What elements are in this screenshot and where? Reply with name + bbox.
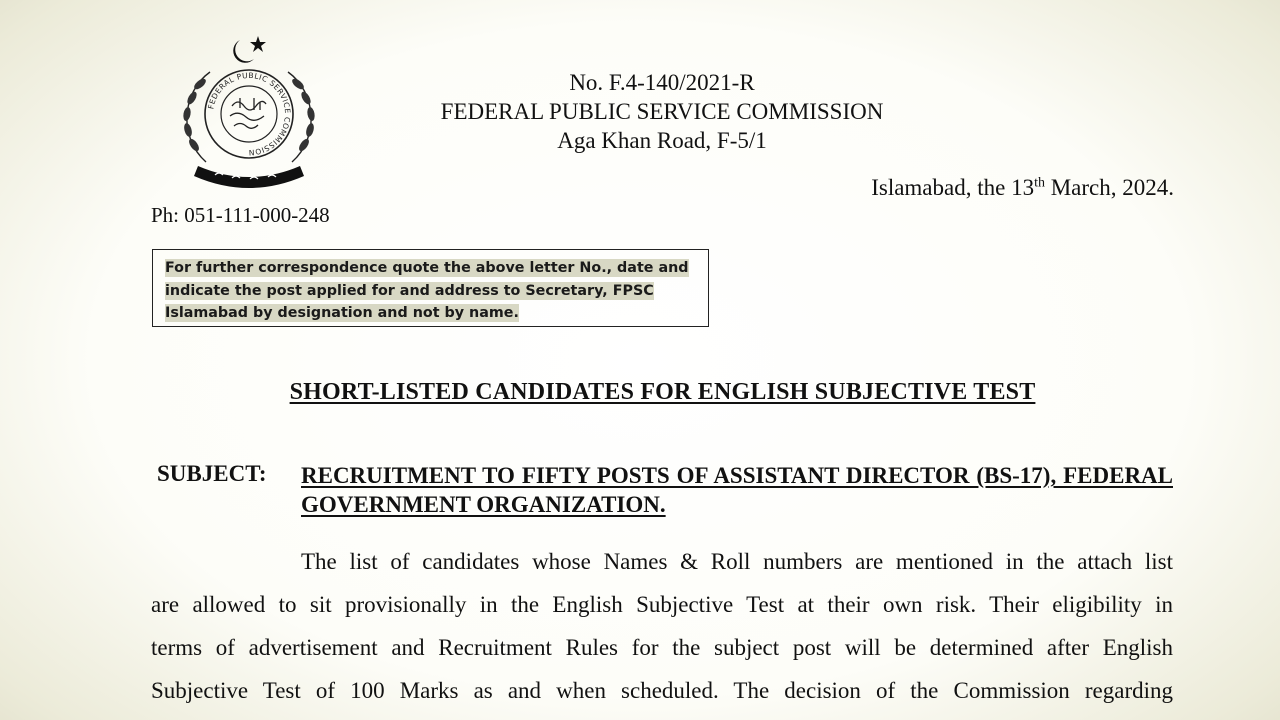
issue-date	[871, 175, 1174, 201]
body-line-1: The list of candidates whose Names & Roll numbers are mentioned in the attach list	[301, 549, 1173, 574]
phone-number: Ph: 051-111-000-248	[151, 203, 330, 227]
subject-text: RECRUITMENT TO FIFTY POSTS OF ASSISTANT DIRECTOR (BS-17), FEDERAL GOVERNMENT ORGANIZATION.	[301, 463, 1173, 517]
subject-label: SUBJECT:	[157, 461, 267, 486]
body-line-2: are allowed to sit provisionally in the English Subjective Test at their own risk. Their eligibility in	[151, 592, 1173, 617]
svg-text:FEDERAL PUBLIC SERVICE COMMISS	[206, 71, 292, 157]
notice-line-1: For further correspondence quote the above letter No., date and	[165, 260, 689, 276]
correspondence-notice-text	[165, 257, 698, 325]
reference-number: No. F.4-140/2021-R	[569, 70, 755, 95]
fpsc-emblem-icon	[170, 32, 328, 194]
main-heading: SHORT-LISTED CANDIDATES FOR ENGLISH SUBJECTIVE TEST	[289, 379, 1036, 405]
date-suffix: th	[1034, 175, 1045, 191]
correspondence-notice-box	[152, 249, 709, 327]
notice-line-2: indicate the post applied for and address to Secretary, FPSC	[165, 282, 654, 299]
body-line-3: terms of advertisement and Recruitment Rules for the subject post will be determined after English	[151, 635, 1173, 660]
seal-ring-text: FEDERAL PUBLIC SERVICE COMMISSION	[206, 70, 293, 158]
date-rest: March, 2024.	[1044, 175, 1174, 200]
body-line-4: Subjective Test of 100 Marks as and when scheduled. The decision of the Commission regarding	[151, 678, 1173, 703]
date-prefix: Islamabad, the 13	[871, 175, 1035, 200]
organization-name: FEDERAL PUBLIC SERVICE COMMISSION	[440, 99, 884, 124]
organization-address: Aga Khan Road, F-5/1	[557, 128, 767, 153]
notice-line-3: Islamabad by designation and not by name.	[165, 305, 519, 321]
